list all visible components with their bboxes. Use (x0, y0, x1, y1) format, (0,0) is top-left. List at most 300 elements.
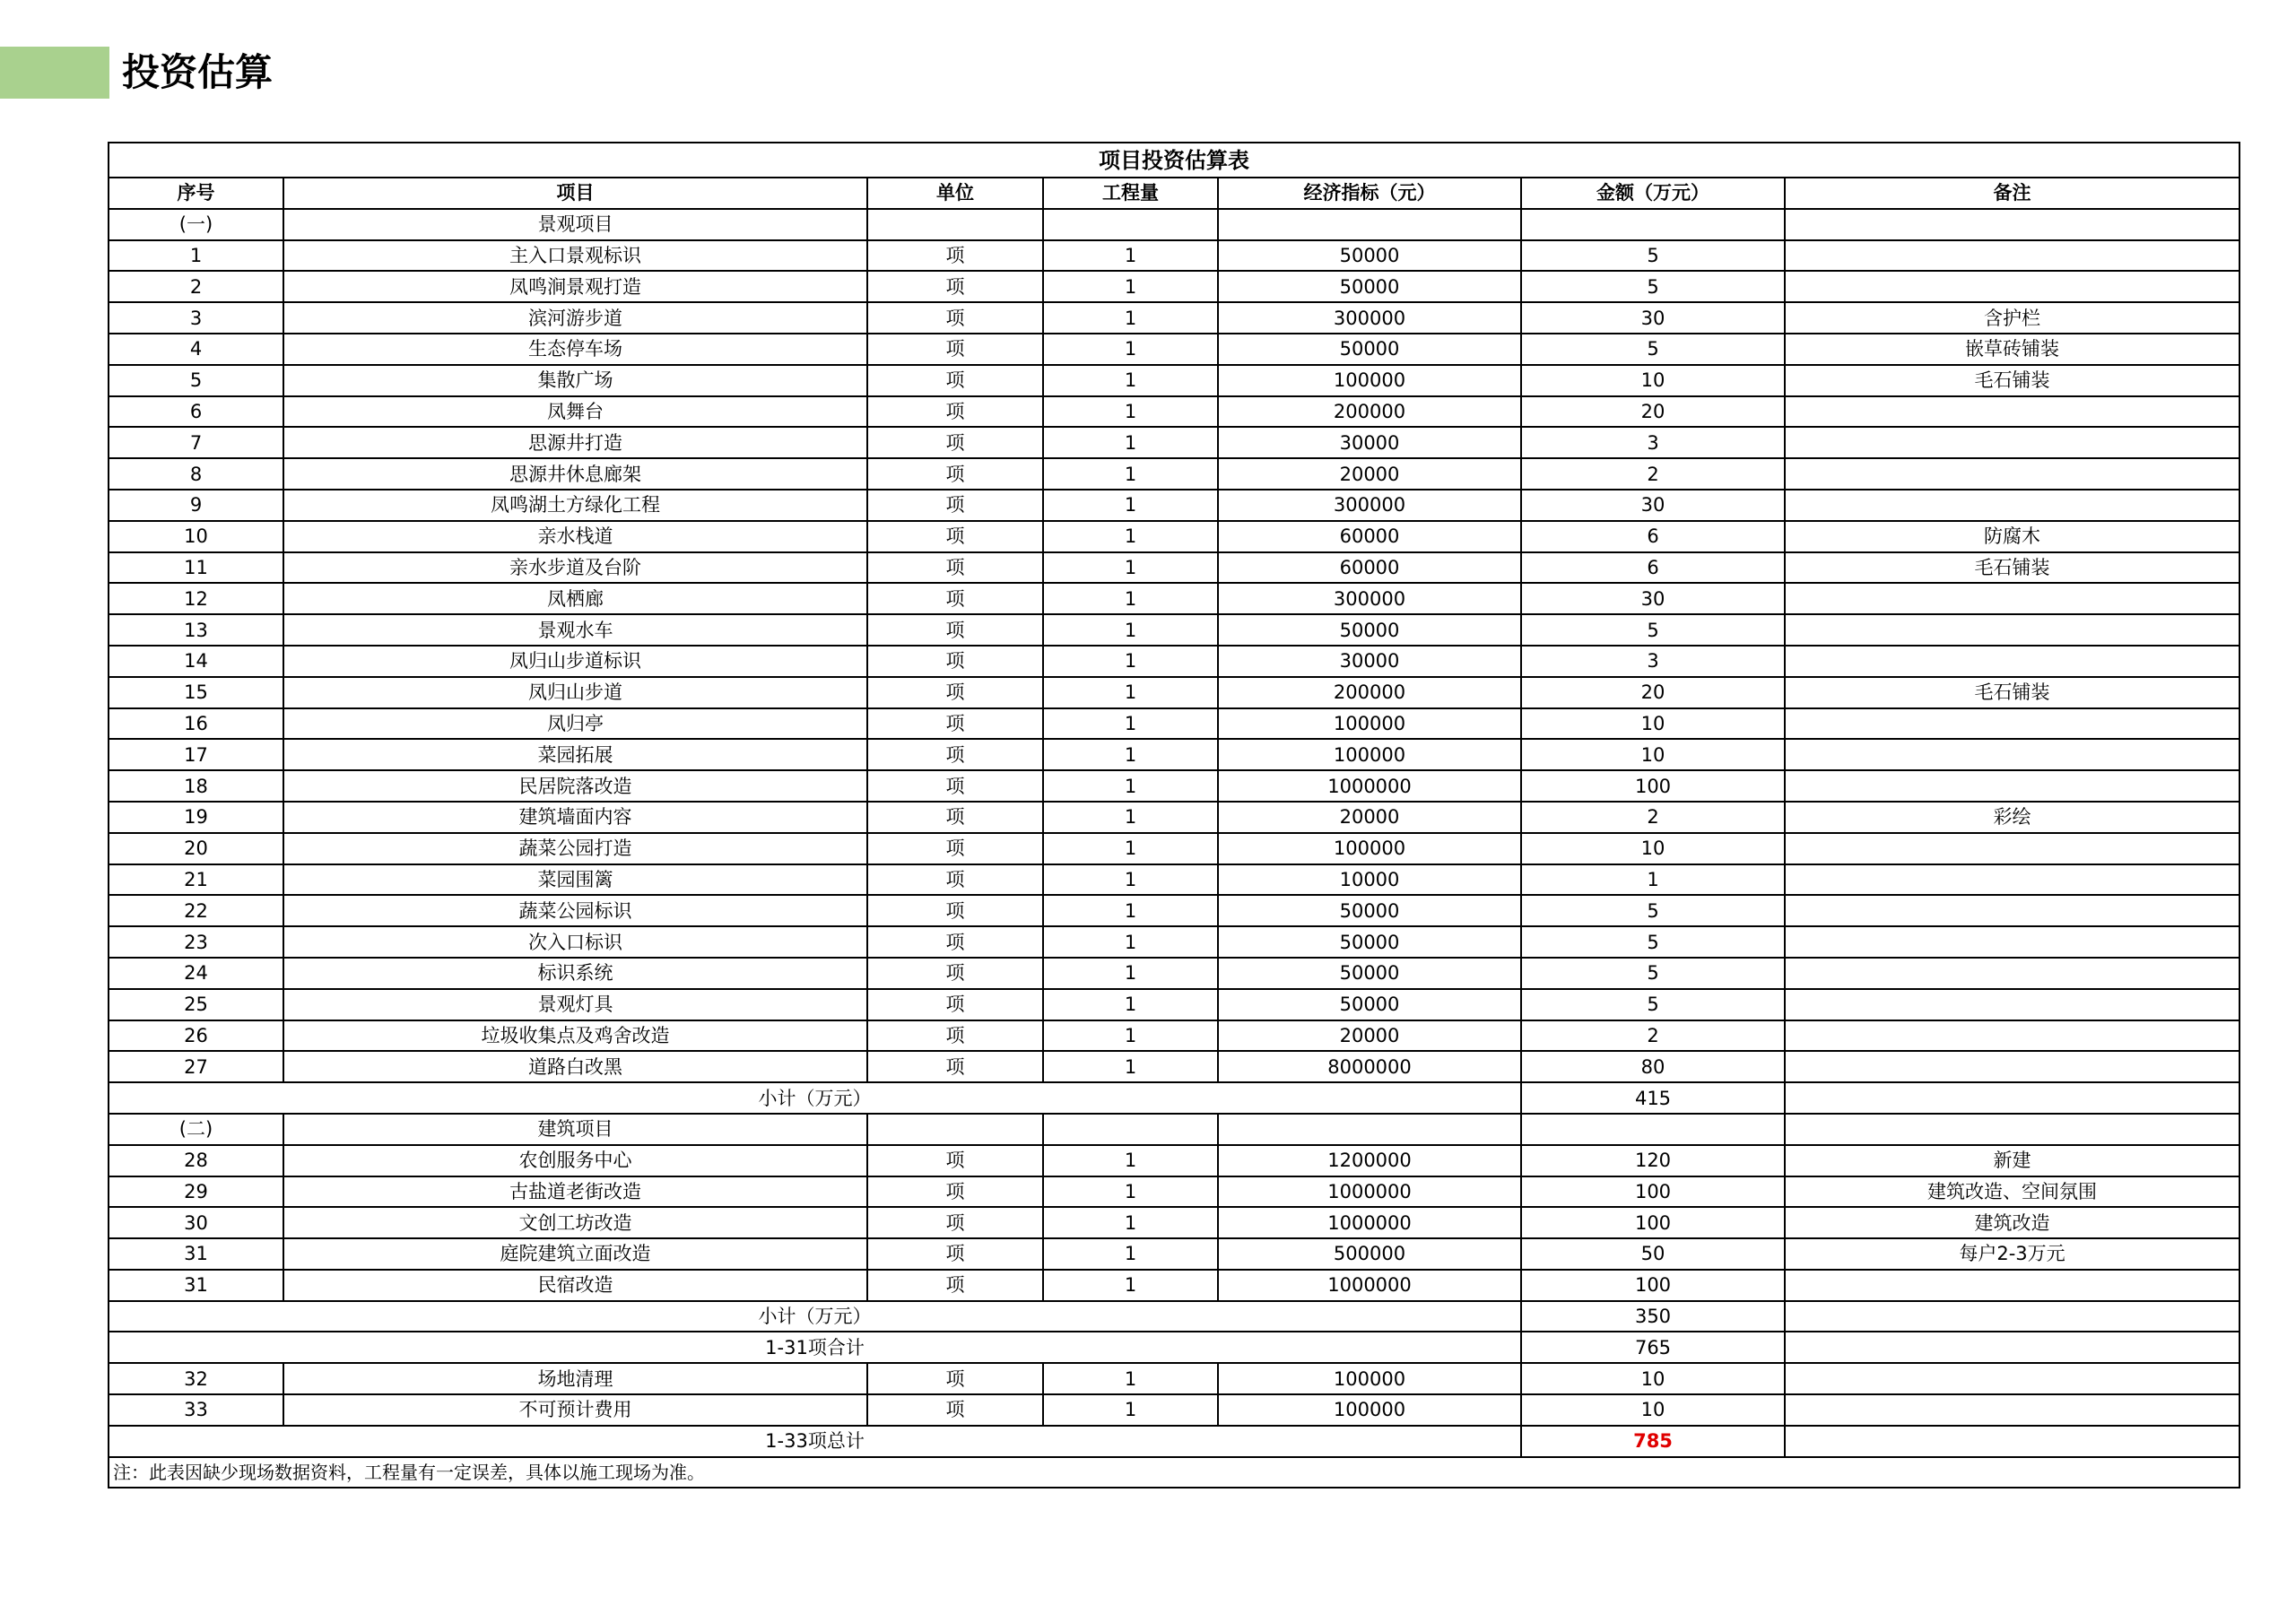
empty-cell (1218, 209, 1521, 240)
table-row (109, 396, 2239, 428)
item-amount: 5 (1521, 240, 1785, 272)
item-name: 滨河游步道 (283, 302, 867, 334)
item-unit-price: 100000 (1218, 1394, 1521, 1426)
item-number: 2 (109, 271, 283, 302)
grand-total-row (109, 1426, 2239, 1457)
item-unit-price: 50000 (1218, 926, 1521, 958)
note-row (109, 1457, 2239, 1488)
item-unit-price: 20000 (1218, 1020, 1521, 1052)
column-header: 金额（万元） (1521, 178, 1785, 209)
item-amount: 5 (1521, 334, 1785, 365)
item-unit-price: 20000 (1218, 802, 1521, 833)
item-unit: 项 (867, 770, 1043, 802)
item-unit-price: 1000000 (1218, 1176, 1521, 1208)
item-quantity: 1 (1043, 708, 1218, 740)
table-row (109, 989, 2239, 1020)
empty-cell (1785, 1082, 2239, 1114)
item-unit-price: 50000 (1218, 334, 1521, 365)
item-amount: 5 (1521, 926, 1785, 958)
table-row (109, 1394, 2239, 1426)
investment-estimate-table (108, 142, 2240, 1488)
table-title: 项目投资估算表 (109, 143, 2239, 178)
table-header-row (109, 178, 2239, 209)
item-number: 31 (109, 1270, 283, 1301)
item-number: 5 (109, 365, 283, 396)
item-amount: 2 (1521, 458, 1785, 490)
item-remark (1785, 271, 2239, 302)
item-remark (1785, 926, 2239, 958)
table-row (109, 365, 2239, 396)
item-quantity: 1 (1043, 427, 1218, 458)
item-amount: 100 (1521, 1176, 1785, 1208)
item-quantity: 1 (1043, 302, 1218, 334)
item-quantity: 1 (1043, 271, 1218, 302)
item-amount: 80 (1521, 1051, 1785, 1082)
item-name: 凤栖廊 (283, 583, 867, 614)
item-name: 集散广场 (283, 365, 867, 396)
item-number: 20 (109, 833, 283, 864)
empty-cell (1218, 1114, 1521, 1145)
item-unit-price: 300000 (1218, 490, 1521, 521)
item-name: 农创服务中心 (283, 1145, 867, 1176)
item-name: 古盐道老街改造 (283, 1176, 867, 1208)
item-number: 28 (109, 1145, 283, 1176)
item-unit: 项 (867, 708, 1043, 740)
item-amount: 1 (1521, 864, 1785, 896)
item-unit-price: 1000000 (1218, 770, 1521, 802)
section-name: 建筑项目 (283, 1114, 867, 1145)
item-unit-price: 50000 (1218, 240, 1521, 272)
total-label: 1-33项总计 (109, 1426, 1521, 1457)
table-row (109, 458, 2239, 490)
item-name: 景观灯具 (283, 989, 867, 1020)
item-amount: 100 (1521, 1270, 1785, 1301)
item-name: 菜园拓展 (283, 739, 867, 770)
item-amount: 100 (1521, 770, 1785, 802)
item-name: 民宿改造 (283, 1270, 867, 1301)
item-name: 不可预计费用 (283, 1394, 867, 1426)
item-amount: 30 (1521, 302, 1785, 334)
item-unit-price: 50000 (1218, 614, 1521, 646)
empty-cell (1521, 209, 1785, 240)
item-remark (1785, 989, 2239, 1020)
item-unit-price: 60000 (1218, 552, 1521, 584)
item-number: 19 (109, 802, 283, 833)
item-remark: 建筑改造 (1785, 1207, 2239, 1238)
total-label: 小计（万元） (109, 1082, 1521, 1114)
item-remark: 每户2-3万元 (1785, 1238, 2239, 1270)
item-number: 6 (109, 396, 283, 428)
column-header: 单位 (867, 178, 1043, 209)
item-remark (1785, 739, 2239, 770)
item-unit-price: 60000 (1218, 521, 1521, 552)
item-unit: 项 (867, 458, 1043, 490)
item-name: 亲水步道及台阶 (283, 552, 867, 584)
table-row (109, 334, 2239, 365)
item-unit-price: 300000 (1218, 302, 1521, 334)
item-number: 24 (109, 958, 283, 989)
section-number: (一) (109, 209, 283, 240)
item-remark (1785, 708, 2239, 740)
item-number: 13 (109, 614, 283, 646)
table-row (109, 677, 2239, 708)
item-quantity: 1 (1043, 895, 1218, 926)
table-row (109, 552, 2239, 584)
item-unit: 项 (867, 802, 1043, 833)
item-remark: 毛石铺装 (1785, 365, 2239, 396)
table-row (109, 583, 2239, 614)
item-unit-price: 50000 (1218, 958, 1521, 989)
item-unit: 项 (867, 271, 1043, 302)
table-row (109, 1363, 2239, 1394)
item-quantity: 1 (1043, 677, 1218, 708)
item-remark (1785, 1270, 2239, 1301)
item-remark: 新建 (1785, 1145, 2239, 1176)
item-quantity: 1 (1043, 958, 1218, 989)
empty-cell (1785, 1332, 2239, 1363)
item-name: 凤鸣湖土方绿化工程 (283, 490, 867, 521)
table-row (109, 240, 2239, 272)
table-note: 注：此表因缺少现场数据资料，工程量有一定误差，具体以施工现场为准。 (109, 1457, 2239, 1488)
item-unit-price: 100000 (1218, 365, 1521, 396)
item-remark (1785, 770, 2239, 802)
item-quantity: 1 (1043, 396, 1218, 428)
item-unit: 项 (867, 1270, 1043, 1301)
item-amount: 20 (1521, 396, 1785, 428)
item-remark: 含护栏 (1785, 302, 2239, 334)
item-number: 14 (109, 646, 283, 677)
item-amount: 120 (1521, 1145, 1785, 1176)
item-name: 场地清理 (283, 1363, 867, 1394)
item-amount: 10 (1521, 708, 1785, 740)
table-row (109, 302, 2239, 334)
item-quantity: 1 (1043, 989, 1218, 1020)
empty-cell (867, 209, 1043, 240)
item-remark (1785, 1020, 2239, 1052)
item-remark: 建筑改造、空间氛围 (1785, 1176, 2239, 1208)
item-unit: 项 (867, 521, 1043, 552)
item-remark (1785, 427, 2239, 458)
item-remark (1785, 583, 2239, 614)
total-label: 1-31项合计 (109, 1332, 1521, 1363)
item-quantity: 1 (1043, 1238, 1218, 1270)
item-number: 21 (109, 864, 283, 896)
item-amount: 10 (1521, 365, 1785, 396)
item-quantity: 1 (1043, 1020, 1218, 1052)
item-quantity: 1 (1043, 770, 1218, 802)
item-quantity: 1 (1043, 864, 1218, 896)
item-unit: 项 (867, 427, 1043, 458)
table-row (109, 646, 2239, 677)
item-quantity: 1 (1043, 646, 1218, 677)
item-name: 凤归山步道标识 (283, 646, 867, 677)
item-unit-price: 8000000 (1218, 1051, 1521, 1082)
item-number: 31 (109, 1238, 283, 1270)
item-quantity: 1 (1043, 1176, 1218, 1208)
page-title: 投资估算 (122, 50, 274, 94)
item-remark: 彩绘 (1785, 802, 2239, 833)
item-unit: 项 (867, 864, 1043, 896)
item-unit-price: 50000 (1218, 989, 1521, 1020)
item-number: 29 (109, 1176, 283, 1208)
item-number: 17 (109, 739, 283, 770)
table-row (109, 1207, 2239, 1238)
subtotal-row (109, 1301, 2239, 1332)
item-name: 凤鸣涧景观打造 (283, 271, 867, 302)
item-unit: 项 (867, 646, 1043, 677)
item-unit-price: 50000 (1218, 895, 1521, 926)
item-number: 30 (109, 1207, 283, 1238)
item-unit: 项 (867, 1176, 1043, 1208)
item-name: 次入口标识 (283, 926, 867, 958)
table-row (109, 1020, 2239, 1052)
total-amount: 785 (1521, 1426, 1785, 1457)
table-row (109, 802, 2239, 833)
item-unit: 项 (867, 334, 1043, 365)
empty-cell (1785, 1114, 2239, 1145)
item-number: 18 (109, 770, 283, 802)
item-unit: 项 (867, 490, 1043, 521)
item-unit: 项 (867, 552, 1043, 584)
empty-cell (867, 1114, 1043, 1145)
item-unit: 项 (867, 895, 1043, 926)
item-name: 标识系统 (283, 958, 867, 989)
table-row (109, 490, 2239, 521)
item-number: 23 (109, 926, 283, 958)
item-unit: 项 (867, 739, 1043, 770)
item-unit: 项 (867, 1145, 1043, 1176)
item-remark (1785, 895, 2239, 926)
item-amount: 2 (1521, 1020, 1785, 1052)
column-header: 工程量 (1043, 178, 1218, 209)
item-unit: 项 (867, 396, 1043, 428)
item-unit: 项 (867, 958, 1043, 989)
item-name: 菜园围篱 (283, 864, 867, 896)
item-name: 景观水车 (283, 614, 867, 646)
item-unit-price: 500000 (1218, 1238, 1521, 1270)
item-quantity: 1 (1043, 614, 1218, 646)
column-header: 备注 (1785, 178, 2239, 209)
item-number: 4 (109, 334, 283, 365)
empty-cell (1043, 209, 1218, 240)
subtotal-row (109, 1332, 2239, 1363)
table-row (109, 895, 2239, 926)
item-number: 7 (109, 427, 283, 458)
item-unit-price: 30000 (1218, 427, 1521, 458)
table-row (109, 521, 2239, 552)
item-number: 9 (109, 490, 283, 521)
item-remark (1785, 646, 2239, 677)
item-name: 垃圾收集点及鸡舍改造 (283, 1020, 867, 1052)
item-remark (1785, 1051, 2239, 1082)
item-amount: 6 (1521, 521, 1785, 552)
item-unit: 项 (867, 614, 1043, 646)
table-row (109, 926, 2239, 958)
total-amount: 415 (1521, 1082, 1785, 1114)
item-unit: 项 (867, 1363, 1043, 1394)
item-unit: 项 (867, 833, 1043, 864)
item-unit-price: 50000 (1218, 271, 1521, 302)
item-quantity: 1 (1043, 1207, 1218, 1238)
item-number: 15 (109, 677, 283, 708)
item-quantity: 1 (1043, 1394, 1218, 1426)
column-header: 序号 (109, 178, 283, 209)
item-quantity: 1 (1043, 1051, 1218, 1082)
item-remark (1785, 490, 2239, 521)
table-row (109, 770, 2239, 802)
item-name: 文创工坊改造 (283, 1207, 867, 1238)
item-amount: 5 (1521, 614, 1785, 646)
item-number: 1 (109, 240, 283, 272)
item-quantity: 1 (1043, 583, 1218, 614)
item-name: 思源井休息廊架 (283, 458, 867, 490)
item-quantity: 1 (1043, 802, 1218, 833)
item-amount: 20 (1521, 677, 1785, 708)
item-remark (1785, 240, 2239, 272)
item-quantity: 1 (1043, 552, 1218, 584)
item-unit: 项 (867, 1394, 1043, 1426)
item-unit-price: 10000 (1218, 864, 1521, 896)
item-unit: 项 (867, 1020, 1043, 1052)
item-amount: 30 (1521, 583, 1785, 614)
item-remark (1785, 864, 2239, 896)
item-unit-price: 100000 (1218, 1363, 1521, 1394)
item-unit: 项 (867, 1238, 1043, 1270)
table-row (109, 864, 2239, 896)
item-unit-price: 100000 (1218, 739, 1521, 770)
item-number: 22 (109, 895, 283, 926)
subtotal-row (109, 1082, 2239, 1114)
item-remark: 毛石铺装 (1785, 677, 2239, 708)
item-unit-price: 1000000 (1218, 1270, 1521, 1301)
table-row (109, 739, 2239, 770)
item-unit-price: 200000 (1218, 396, 1521, 428)
item-quantity: 1 (1043, 490, 1218, 521)
item-name: 亲水栈道 (283, 521, 867, 552)
item-amount: 50 (1521, 1238, 1785, 1270)
item-remark (1785, 396, 2239, 428)
empty-cell (1521, 1114, 1785, 1145)
item-quantity: 1 (1043, 458, 1218, 490)
item-number: 33 (109, 1394, 283, 1426)
section-name: 景观项目 (283, 209, 867, 240)
item-amount: 10 (1521, 1394, 1785, 1426)
item-unit-price: 1200000 (1218, 1145, 1521, 1176)
item-number: 12 (109, 583, 283, 614)
item-number: 10 (109, 521, 283, 552)
item-amount: 5 (1521, 895, 1785, 926)
item-name: 凤归山步道 (283, 677, 867, 708)
item-unit: 项 (867, 1207, 1043, 1238)
item-number: 16 (109, 708, 283, 740)
item-name: 思源井打造 (283, 427, 867, 458)
item-amount: 100 (1521, 1207, 1785, 1238)
table-row (109, 614, 2239, 646)
item-name: 凤归亭 (283, 708, 867, 740)
item-quantity: 1 (1043, 365, 1218, 396)
page-header (0, 47, 538, 99)
column-header: 项目 (283, 178, 867, 209)
item-quantity: 1 (1043, 926, 1218, 958)
total-label: 小计（万元） (109, 1301, 1521, 1332)
item-number: 25 (109, 989, 283, 1020)
table-row (109, 271, 2239, 302)
title-accent-bar (0, 47, 109, 99)
item-quantity: 1 (1043, 1363, 1218, 1394)
item-remark (1785, 958, 2239, 989)
total-amount: 350 (1521, 1301, 1785, 1332)
item-amount: 3 (1521, 646, 1785, 677)
item-remark (1785, 1363, 2239, 1394)
item-number: 27 (109, 1051, 283, 1082)
item-name: 蔬菜公园打造 (283, 833, 867, 864)
column-header: 经济指标（元） (1218, 178, 1521, 209)
item-name: 建筑墙面内容 (283, 802, 867, 833)
table-row (109, 427, 2239, 458)
item-number: 3 (109, 302, 283, 334)
item-unit-price: 1000000 (1218, 1207, 1521, 1238)
table-row (109, 1270, 2239, 1301)
item-amount: 10 (1521, 1363, 1785, 1394)
item-unit-price: 300000 (1218, 583, 1521, 614)
section-number: (二) (109, 1114, 283, 1145)
item-remark: 防腐木 (1785, 521, 2239, 552)
table-row (109, 708, 2239, 740)
item-unit: 项 (867, 302, 1043, 334)
item-name: 庭院建筑立面改造 (283, 1238, 867, 1270)
item-name: 蔬菜公园标识 (283, 895, 867, 926)
item-unit-price: 30000 (1218, 646, 1521, 677)
item-quantity: 1 (1043, 1145, 1218, 1176)
item-remark (1785, 458, 2239, 490)
item-unit: 项 (867, 677, 1043, 708)
item-unit: 项 (867, 365, 1043, 396)
item-unit: 项 (867, 926, 1043, 958)
item-remark (1785, 833, 2239, 864)
section-row (109, 209, 2239, 240)
item-remark (1785, 1394, 2239, 1426)
item-remark (1785, 614, 2239, 646)
item-amount: 10 (1521, 739, 1785, 770)
item-quantity: 1 (1043, 334, 1218, 365)
table-row (109, 1238, 2239, 1270)
item-unit: 项 (867, 240, 1043, 272)
empty-cell (1785, 1426, 2239, 1457)
item-name: 道路白改黑 (283, 1051, 867, 1082)
item-quantity: 1 (1043, 1270, 1218, 1301)
item-amount: 10 (1521, 833, 1785, 864)
item-unit: 项 (867, 583, 1043, 614)
section-row (109, 1114, 2239, 1145)
item-quantity: 1 (1043, 521, 1218, 552)
item-name: 凤舞台 (283, 396, 867, 428)
item-quantity: 1 (1043, 739, 1218, 770)
table-row (109, 833, 2239, 864)
item-unit: 项 (867, 989, 1043, 1020)
item-name: 主入口景观标识 (283, 240, 867, 272)
table-row (109, 1176, 2239, 1208)
table-row (109, 1051, 2239, 1082)
item-remark: 嵌草砖铺装 (1785, 334, 2239, 365)
item-name: 民居院落改造 (283, 770, 867, 802)
item-number: 8 (109, 458, 283, 490)
item-number: 11 (109, 552, 283, 584)
item-unit-price: 100000 (1218, 833, 1521, 864)
item-unit-price: 100000 (1218, 708, 1521, 740)
item-amount: 5 (1521, 958, 1785, 989)
empty-cell (1043, 1114, 1218, 1145)
item-amount: 2 (1521, 802, 1785, 833)
